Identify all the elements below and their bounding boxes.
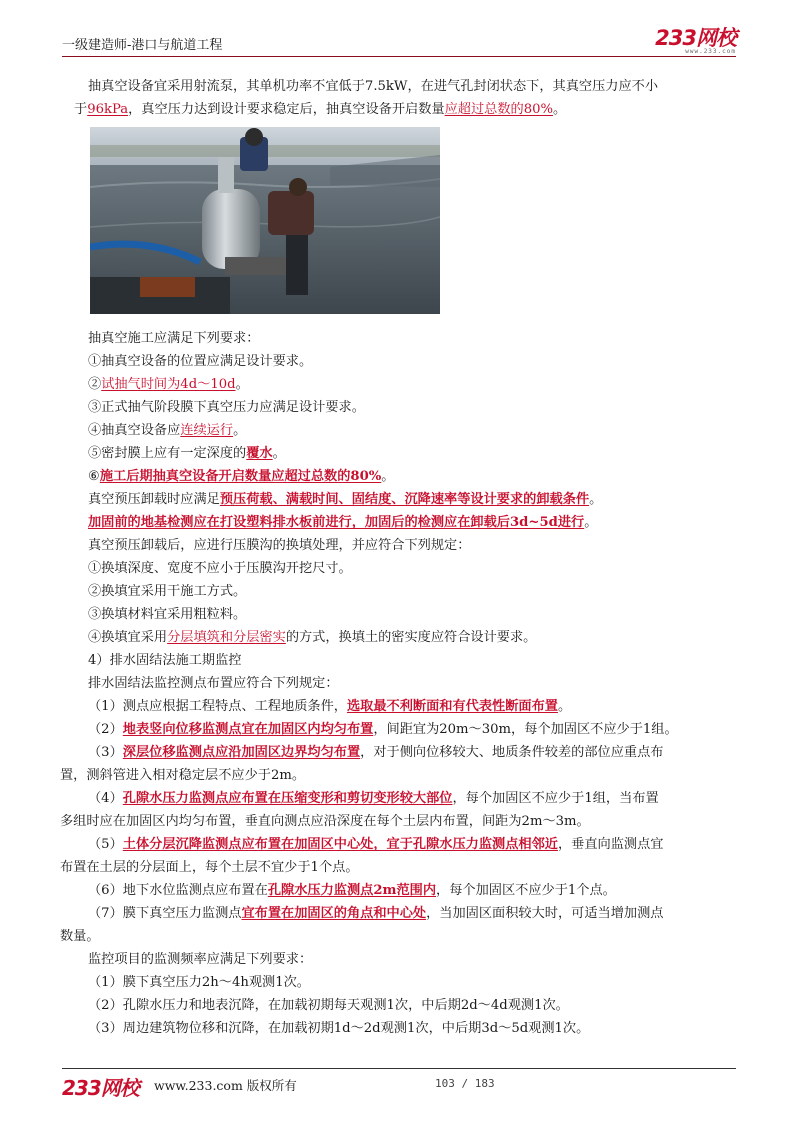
unload-line-2: 加固前的地基检测应在打设塑料排水板前进行，加固后的检测应在卸载后3d~5d进行。: [88, 515, 598, 530]
monitor-p3-cont: 置，测斜管进入相对稳定层不应少于2m。: [60, 768, 306, 783]
footer-divider: [62, 1068, 736, 1069]
monitor-p4-cont: 多组时应在加固区内均匀布置，垂直向测点应沿深度在每个土层内布置，间距为2m～3m。: [60, 814, 590, 829]
monitor-p6: （6）地下水位监测点应布置在孔隙水压力监测点2m范围内，每个加固区不应少于1个点。: [88, 883, 616, 898]
monitor-p1: （1）测点应根据工程特点、工程地质条件，选取最不利断面和有代表性断面布置。: [88, 699, 572, 714]
trench-item-4: ④换填宜采用分层填筑和分层密实的方式，换填土的密实度应符合设计要求。: [88, 630, 537, 645]
footer-site: www.233.com 版权所有: [154, 1078, 297, 1093]
monitor-p3: （3）深层位移监测点应沿加固区边界均匀布置，对于侧向位移较大、地质条件较差的部位应重点布: [88, 745, 664, 760]
monitor-section-heading: 4）排水固结法施工期监控: [88, 653, 242, 668]
unload-line-1: 真空预压卸载时应满足预压荷载、满载时间、固结度、沉降速率等设计要求的卸载条件。: [88, 492, 603, 507]
monitor-p7-cont: 数量。: [60, 929, 100, 944]
req-item-2: ②试抽气时间为4d～10d。: [88, 377, 249, 392]
vacuum-pump-photo: [90, 127, 440, 314]
freq-title: 监控项目的监测频率应满足下列要求：: [88, 952, 313, 967]
monitor-intro: 排水固结法监控测点布置应符合下列规定：: [88, 676, 339, 691]
monitor-p2: （2）地表竖向位移监测点宜在加固区内均匀布置，间距宜为20m～30m，每个加固区不应少于1组。: [88, 722, 678, 737]
freq-item-2: （2）孔隙水压力和地表沉降，在加载初期每天观测1次，中后期2d～4d观测1次。: [88, 998, 569, 1013]
req-item-1: ①抽真空设备的位置应满足设计要求。: [88, 354, 313, 369]
page-number: 103 / 183: [435, 1077, 495, 1090]
req-item-3: ③正式抽气阶段膜下真空压力应满足设计要求。: [88, 400, 365, 415]
photo-illustration: [90, 127, 440, 314]
footer-logo: 233网校: [62, 1076, 139, 1100]
brand-logo: [655, 28, 736, 55]
monitor-p5: （5）土体分层沉降监测点应布置在加固区中心处，宜于孔隙水压力监测点相邻近，垂直向监测点宜: [88, 837, 664, 852]
freq-item-3: （3）周边建筑物位移和沉降，在加载初期1d～2d观测1次，中后期3d～5d观测1次。: [88, 1021, 590, 1036]
page-footer: [62, 1072, 736, 1100]
monitor-p7: （7）膜下真空压力监测点宜布置在加固区的角点和中心处，当加固区面积较大时，可适当增加测点: [88, 906, 664, 921]
req-title: 抽真空施工应满足下列要求：: [88, 331, 260, 346]
freq-item-1: （1）膜下真空压力2h～4h观测1次。: [88, 975, 310, 990]
header-divider: [62, 56, 736, 57]
req-item-5: ⑤密封膜上应有一定深度的覆水。: [88, 446, 286, 461]
logo-text: 233网校: [655, 26, 736, 50]
header-title: 一级建造师-港口与航道工程: [62, 38, 223, 53]
monitor-p5-cont: 布置在土层的分层面上，每个土层不宜少于1个点。: [60, 860, 359, 875]
trench-item-3: ③换填材料宜采用粗粒料。: [88, 607, 247, 622]
intro-line-2: 于96kPa，真空压力达到设计要求稳定后，抽真空设备开启数量应超过总数的80%。: [74, 102, 567, 117]
monitor-p4: （4）孔隙水压力监测点应布置在压缩变形和剪切变形较大部位，每个加固区不应少于1组，当布置: [88, 791, 659, 806]
logo-sub: www.233.com: [685, 48, 736, 55]
page-header: [62, 28, 736, 56]
trench-item-2: ②换填宜采用干施工方式。: [88, 584, 247, 599]
req-item-4: ④抽真空设备应连续运行。: [88, 423, 247, 438]
trench-item-1: ①换填深度、宽度不应小于压膜沟开挖尺寸。: [88, 561, 352, 576]
req-item-6: ⑥施工后期抽真空设备开启数量应超过总数的80%。: [88, 469, 395, 484]
trench-title: 真空预压卸载后，应进行压膜沟的换填处理，并应符合下列规定：: [88, 538, 471, 553]
intro-line-1: 抽真空设备宜采用射流泵，其单机功率不宜低于7.5kW，在进气孔封闭状态下，其真空压力应不小: [88, 79, 659, 94]
